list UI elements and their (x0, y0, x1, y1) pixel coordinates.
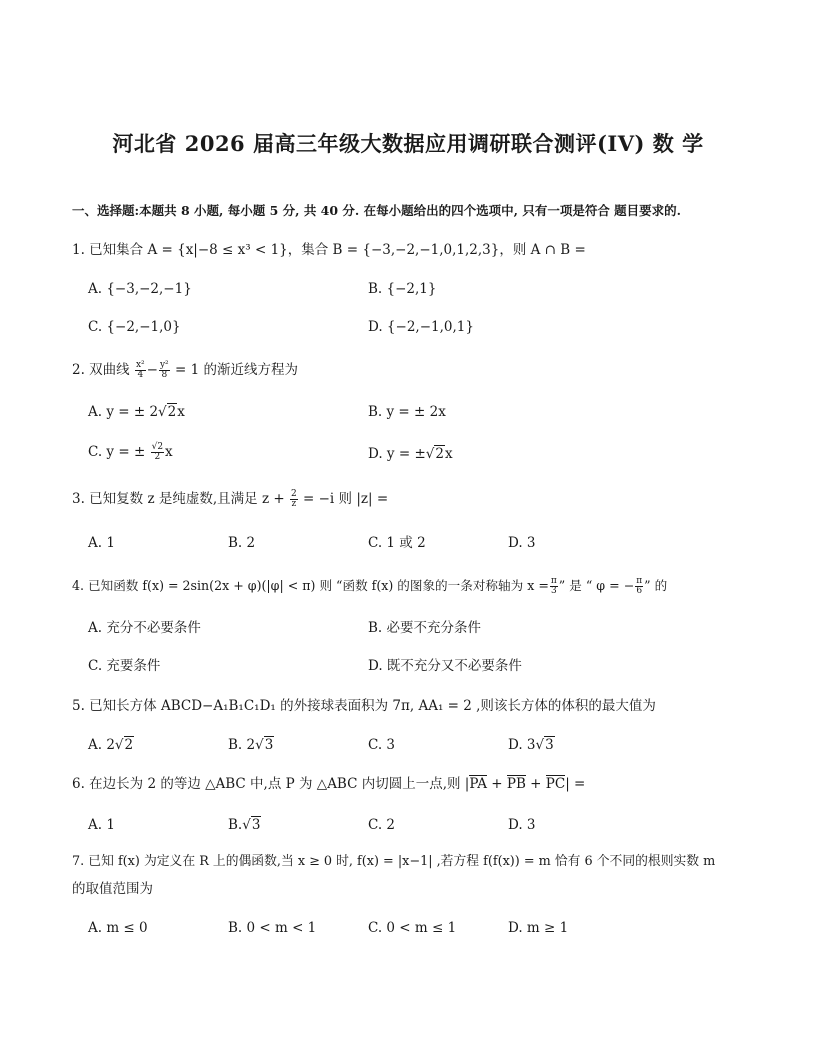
question-5-option-b (228, 736, 274, 754)
option-text: A. 2 (88, 737, 115, 753)
option-text: x (177, 404, 185, 420)
sqrt-symbol: √2 (158, 404, 177, 420)
fraction-numerator: x² (135, 360, 145, 370)
option-text: B. 2 (228, 737, 256, 753)
vector-pb: PB (506, 776, 526, 792)
question-6-option-d: D. 3 (508, 817, 536, 833)
option-text: A. y = ± 2 (88, 404, 159, 420)
question-7-stem-line-1: 7. 已知 f(x) 为定义在 R 上的偶函数,当 x ≥ 0 时, f(x) = |x−1| ,若方程 f(f(x)) = m 恰有 6 个不同的根则实数 m (72, 854, 716, 869)
option-text: x (444, 446, 453, 462)
question-6-stem-suffix: | = (565, 776, 586, 792)
radicand: 3 (545, 737, 554, 753)
question-2-fraction-y (159, 361, 170, 380)
question-4-fraction-2 (635, 577, 643, 596)
question-3-fraction (290, 490, 298, 509)
question-2-fraction-x (135, 361, 146, 380)
plus-sign: + (486, 776, 507, 792)
question-7-option-d: D. m ≥ 1 (508, 920, 569, 936)
question-5-option-a (88, 736, 134, 754)
fraction-numerator: y² (159, 360, 169, 370)
question-3-stem-prefix: 3. 已知复数 z 是纯虚数,且满足 z + (72, 491, 285, 507)
question-1-option-b: B. {−2,1} (368, 281, 437, 297)
question-1-option-d: D. {−2,−1,0,1} (368, 319, 474, 335)
question-2-option-c-fraction (151, 443, 164, 462)
question-3-option-a: A. 1 (88, 535, 115, 551)
radicand: 3 (251, 817, 261, 833)
option-text: D. y = ± (368, 446, 426, 462)
question-6-option-b (228, 816, 261, 834)
section-heading: 一、选择题:本题共 8 小题, 每小题 5 分, 共 40 分. 在每小题给出的四个选项中, 只有一项是符合 题目要求的. (72, 203, 682, 218)
option-text: x (165, 444, 173, 460)
question-7-option-c: C. 0 < m ≤ 1 (368, 920, 457, 936)
page-title: 河北省 2026 届高三年级大数据应用调研联合测评(IV) 数 学 (112, 131, 704, 156)
question-5-option-c: C. 3 (368, 737, 396, 753)
radicand: 2 (167, 404, 177, 420)
question-3-option-c: C. 1 或 2 (368, 535, 426, 551)
question-1-option-c: C. {−2,−1,0} (88, 319, 181, 335)
radicand: 2 (435, 446, 444, 462)
question-6-option-c: C. 2 (368, 817, 396, 833)
question-7-stem-line-2: 的取值范围为 (72, 881, 153, 897)
vector-pa: PA (469, 776, 487, 792)
plus-sign: + (525, 776, 546, 792)
fraction-numerator: π (636, 576, 643, 586)
vector-pc: PC (545, 776, 566, 792)
question-6-stem-prefix: 6. 在边长为 2 的等边 △ABC 中,点 P 为 △ABC 内切圆上一点,则 | (72, 776, 470, 792)
fraction-numerator: π (550, 576, 557, 586)
question-3-stem-suffix: = −i 则 |z| = (303, 491, 389, 507)
question-4-stem-middle: ” 是 “ φ = − (558, 578, 635, 593)
question-3-option-b: B. 2 (228, 535, 256, 551)
question-4-option-b: B. 必要不充分条件 (368, 620, 482, 636)
minus-sign: − (146, 362, 158, 378)
question-6-option-a: A. 1 (88, 817, 115, 833)
question-2-option-c (88, 443, 173, 462)
question-1-option-a: A. {−3,−2,−1} (88, 281, 192, 297)
sqrt-symbol: √3 (535, 737, 554, 753)
radicand: 2 (157, 442, 164, 452)
sqrt-symbol: √3 (255, 737, 274, 753)
question-4-stem-suffix: ” 的 (644, 578, 668, 593)
sqrt-symbol: √2 (114, 737, 134, 753)
question-2-stem-prefix: 2. 双曲线 (72, 362, 130, 378)
question-7-option-b: B. 0 < m < 1 (228, 920, 317, 936)
question-4-stem (72, 577, 667, 596)
question-4-stem-prefix: 4. 已知函数 f(x) = 2sin(2x + φ)(|φ| < π) 则 “函数 f(x) 的图象的一条对称轴为 x = (72, 578, 549, 593)
fraction-denominator: 6 (636, 586, 643, 596)
question-3-option-d: D. 3 (508, 535, 536, 551)
fraction-denominator: 8 (161, 370, 168, 380)
fraction-denominator: z (291, 499, 297, 509)
sqrt-symbol: √2 (425, 446, 444, 462)
option-text: D. 3 (508, 737, 536, 753)
question-2-stem-suffix: = 1 的渐近线方程为 (174, 362, 298, 378)
question-6-stem (72, 775, 585, 793)
option-text: B. (228, 817, 243, 833)
question-5-stem: 5. 已知长方体 ABCD−A₁B₁C₁D₁ 的外接球表面积为 7π, AA₁ = 2 ,则该长方体的体积的最大值为 (72, 698, 656, 714)
question-4-option-c: C. 充要条件 (88, 658, 161, 674)
question-1-stem: 1. 已知集合 A = {x|−8 ≤ x³ < 1}，集合 B = {−3,−2,−1,0,1,2,3}，则 A ∩ B = (72, 242, 586, 258)
question-4-fraction-1 (550, 577, 558, 596)
option-text: C. y = ± (88, 444, 146, 460)
question-2-option-b: B. y = ± 2x (368, 404, 446, 420)
sqrt-symbol: √3 (242, 817, 261, 833)
radicand: 3 (264, 737, 274, 753)
question-2-option-a (88, 403, 185, 421)
radicand: 2 (124, 737, 134, 753)
question-5-option-d (508, 736, 555, 754)
question-7-option-a: A. m ≤ 0 (88, 920, 148, 936)
question-3-stem (72, 490, 388, 509)
fraction-denominator: 4 (137, 370, 144, 380)
question-4-option-a: A. 充分不必要条件 (88, 620, 201, 636)
fraction-denominator: 2 (154, 452, 161, 462)
fraction-numerator: 2 (290, 489, 297, 499)
sqrt-symbol: √ (151, 442, 158, 452)
question-2-stem (72, 361, 298, 380)
fraction-denominator: 3 (550, 586, 557, 596)
question-4-option-d: D. 既不充分又不必要条件 (368, 658, 522, 674)
question-2-option-d (368, 445, 453, 463)
